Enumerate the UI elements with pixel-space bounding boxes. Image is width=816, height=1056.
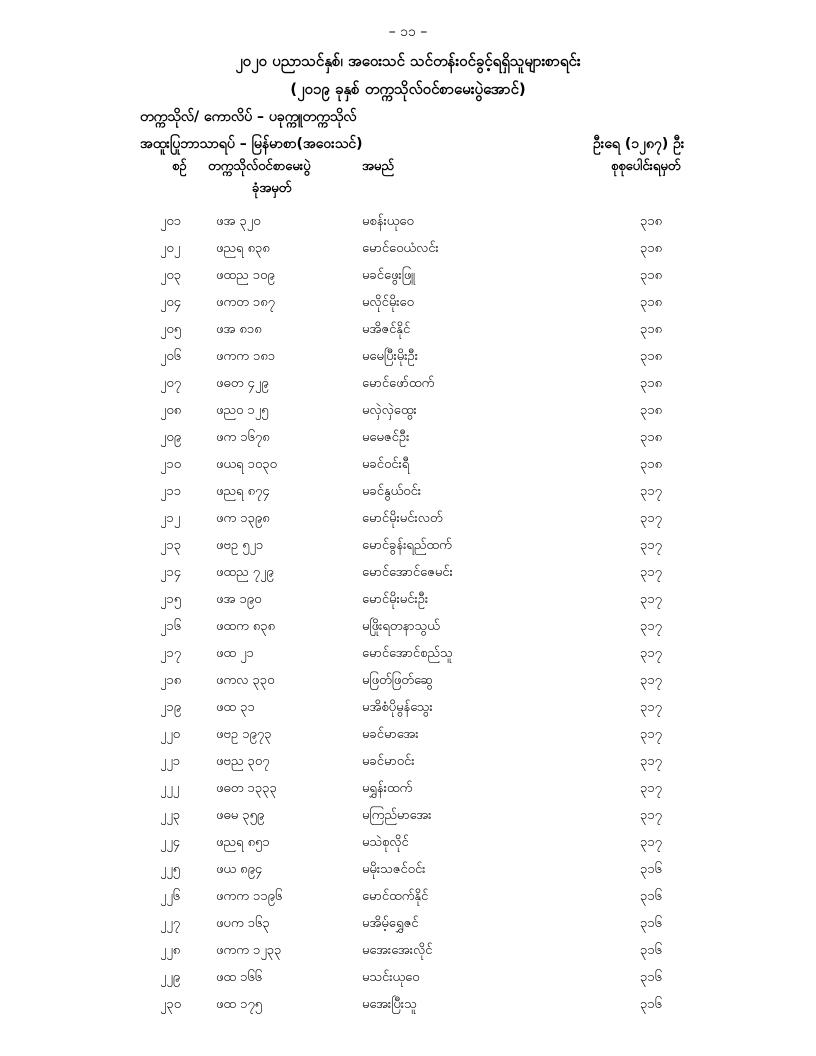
serial-no-cell: ၂၁၉: [160, 700, 182, 715]
name-cell: မခင်ဝင်းရီ: [362, 457, 410, 472]
roll-number-cell: ဖညရ ၈၇၄: [216, 484, 270, 499]
roll-number-cell: ဖဓမ ၃၅၉: [216, 808, 265, 823]
serial-no-cell: ၂၂၁: [160, 754, 181, 769]
total-marks-cell: ၃၁၈: [640, 268, 663, 283]
serial-no-cell: ၂၀၁: [160, 214, 182, 229]
name-cell: မောင်ထက်နိုင်: [362, 889, 429, 904]
serial-no-cell: ၂၁၆: [160, 619, 182, 634]
serial-no-cell: ၂၂၈: [160, 943, 181, 958]
serial-no-cell: ၂၀၃: [160, 268, 182, 283]
table-row: [0, 996, 816, 1023]
table-row: [0, 618, 816, 645]
table-row: [0, 510, 816, 537]
name-cell: မအိမ့်ရွှေဇင်: [362, 916, 419, 931]
serial-no-cell: ၂၃၀: [160, 997, 182, 1012]
serial-no-cell: ၂၀၆: [160, 349, 182, 364]
roll-number-cell: ဖအ ၁၉၀: [216, 592, 262, 607]
table-row: [0, 294, 816, 321]
roll-number-cell: ဖက ၁၃၉၈: [216, 511, 270, 526]
serial-no-cell: ၂၁၅: [160, 592, 182, 607]
table-row: [0, 861, 816, 888]
total-marks-cell: ၃၁၆: [640, 970, 662, 985]
student-list: [0, 213, 816, 1023]
name-cell: မလိုင်မိုးဝေ: [362, 295, 414, 310]
table-row: [0, 591, 816, 618]
roll-number-cell: ဖအ ၃၂၀: [216, 214, 261, 229]
serial-no-cell: ၂၀၅: [160, 322, 182, 337]
roll-number-cell: ဖကလ ၃၃၀: [216, 673, 275, 688]
total-marks-cell: ၃၁၇: [640, 565, 662, 580]
major-subject-line: အထူးပြုဘာသာရပ် – မြန်မာစာ(အဝေးသင်): [140, 136, 363, 152]
total-marks-cell: ၃၁၈: [640, 241, 663, 256]
roll-number-cell: ဖထ ၁၇၅: [216, 997, 263, 1012]
roll-number-cell: ဖက ၁၆၇၈: [216, 430, 270, 445]
total-marks-cell: ၃၁၇: [640, 538, 662, 553]
table-row: [0, 321, 816, 348]
name-cell: မခင်မာဝင်း: [362, 754, 415, 769]
total-marks-cell: ၃၁၆: [640, 916, 662, 931]
roll-number-cell: ဖဗဥ ၁၉၇၃: [216, 727, 272, 742]
name-cell: မသင်းယုဝေ: [362, 970, 420, 985]
total-marks-cell: ၃၁၇: [640, 484, 662, 499]
total-marks-cell: ၃၁၈: [640, 322, 663, 337]
total-marks-cell: ၃၁၇: [640, 754, 662, 769]
roll-number-cell: ဖညရ ၈၅၁: [216, 835, 270, 850]
table-row: [0, 915, 816, 942]
roll-number-cell: ဖထ ၃၁: [216, 700, 255, 715]
name-cell: မအိစံပိုမွန်သွေး: [362, 700, 433, 715]
serial-no-cell: ၂၂၀: [160, 727, 181, 742]
name-cell: မောင်ဝေယံလင်း: [362, 241, 439, 256]
total-marks-cell: ၃၁၆: [640, 943, 662, 958]
table-row: [0, 942, 816, 969]
total-marks-cell: ၃၁၇: [640, 592, 662, 607]
roll-number-cell: ဖယရ ၁၀၃၀: [216, 457, 277, 472]
header-serial-no: စဉ်: [172, 159, 187, 174]
total-marks-cell: ၃၁၈: [640, 349, 663, 364]
table-row: [0, 699, 816, 726]
name-cell: မခင်ဖွေးဖြူ: [362, 268, 416, 283]
total-marks-cell: ၃၁၈: [640, 430, 663, 445]
table-row: [0, 726, 816, 753]
total-marks-cell: ၃၁၈: [640, 295, 663, 310]
name-cell: မမေပြီးမိုးဦး: [362, 349, 419, 364]
total-marks-cell: ၃၁၆: [640, 889, 662, 904]
header-roll-number: တက္ကသိုလ်ဝင်စာမေးပွဲ: [208, 159, 311, 174]
table-row: [0, 807, 816, 834]
total-marks-cell: ၃၁၇: [640, 646, 662, 661]
roll-number-cell: ဖဓတ ၄၂၉: [216, 376, 269, 391]
document-title: ၂၀၂၀ ပညာသင်နှစ်၊ အဝေးသင် သင်တန်းဝင်ခွင့်ရရှိသူများစာရင်း: [235, 52, 581, 70]
name-cell: မရွှန်းထက်: [362, 781, 413, 796]
serial-no-cell: ၂၁၈: [160, 673, 182, 688]
roll-number-cell: ဖကက ၁၁၉၆: [216, 889, 283, 904]
name-cell: မောင်မိုးမင်းလတ်: [362, 511, 443, 526]
table-row: [0, 267, 816, 294]
total-marks-cell: ၃၁၇: [640, 727, 662, 742]
table-row: [0, 375, 816, 402]
serial-no-cell: ၂၂၉: [160, 970, 181, 985]
name-cell: မစန်းယုဝေ: [362, 214, 414, 229]
roll-number-cell: ဖညရ ၈၃၈: [216, 241, 270, 256]
serial-no-cell: ၂၁၂: [160, 511, 181, 526]
table-row: [0, 483, 816, 510]
table-row: [0, 348, 816, 375]
serial-no-cell: ၂၂၇: [160, 916, 181, 931]
serial-no-cell: ၂၁၄: [160, 565, 182, 580]
table-row: [0, 537, 816, 564]
university-line: တက္ကသိုလ်/ ကောလိပ် – ပခုက္ကူတက္ကသိုလ်: [140, 109, 357, 125]
roll-number-cell: ဖထက ၈၃၈: [216, 619, 276, 634]
name-cell: မောင်အောင်ဇေမင်း: [362, 565, 453, 580]
table-row: [0, 213, 816, 240]
total-marks-cell: ၃၁၇: [640, 511, 662, 526]
roll-number-cell: ဖယ ၈၉၄: [216, 862, 263, 877]
table-row: [0, 564, 816, 591]
student-count: ဦးရေ (၁၂၈၇) ဦး: [593, 136, 685, 152]
table-row: [0, 402, 816, 429]
name-cell: မောင်ခွန်းရည်ထက်: [362, 538, 452, 553]
total-marks-cell: ၃၁၈: [640, 376, 663, 391]
serial-no-cell: ၂၂၄: [160, 835, 181, 850]
name-cell: မကြည်မာအေး: [362, 808, 432, 823]
roll-number-cell: ဖဗဥ ၅၂၁: [216, 538, 264, 553]
total-marks-cell: ၃၁၇: [640, 673, 662, 688]
serial-no-cell: ၂၂၂: [160, 781, 180, 796]
table-row: [0, 672, 816, 699]
header-total-marks: စုစုပေါင်းရမှတ်: [611, 159, 681, 174]
table-row: [0, 240, 816, 267]
document-subtitle: (၂၀၁၉ ခုနှစ် တက္ကသိုလ်ဝင်စာမေးပွဲအောင်): [290, 80, 526, 98]
serial-no-cell: ၂၀၇: [160, 376, 182, 391]
total-marks-cell: ၃၁၆: [640, 997, 662, 1012]
total-marks-cell: ၃၁၇: [640, 835, 662, 850]
total-marks-cell: ၃၁၆: [640, 862, 662, 877]
roll-number-cell: ဖကက ၁၂၃၃: [216, 943, 282, 958]
name-cell: မမေဇင်ဦး: [362, 430, 410, 445]
serial-no-cell: ၂၀၉: [160, 430, 182, 445]
total-marks-cell: ၃၁၈: [640, 214, 663, 229]
table-row: [0, 456, 816, 483]
name-cell: မလှဲလှဲထွေး: [362, 403, 417, 418]
total-marks-cell: ၃၁၈: [640, 457, 663, 472]
table-row: [0, 429, 816, 456]
name-cell: မဖြတ်ဖြတ်ဆွေ: [362, 673, 434, 688]
name-cell: မောင်မိုးမင်းဦး: [362, 592, 429, 607]
name-cell: မမိုးသဇင်ဝင်း: [362, 862, 426, 877]
table-row: [0, 780, 816, 807]
roll-number-cell: ဖဓတ ၁၃၃၃: [216, 781, 277, 796]
roll-number-cell: ဖထည ၇၂၉: [216, 565, 274, 580]
header-name: အမည်: [362, 159, 394, 174]
serial-no-cell: ၂၂၅: [160, 862, 181, 877]
name-cell: မခင်မာအေး: [362, 727, 419, 742]
serial-no-cell: ၂၀၂: [160, 241, 181, 256]
total-marks-cell: ၃၁၇: [640, 808, 662, 823]
total-marks-cell: ၃၁၇: [640, 781, 662, 796]
roll-number-cell: ဖအ ၈၁၈: [216, 322, 262, 337]
total-marks-cell: ၃၁၇: [640, 700, 662, 715]
name-cell: မအေးအေးလိုင်: [362, 943, 433, 958]
table-row: [0, 888, 816, 915]
roll-number-cell: ဖထ ၁၆၆: [216, 970, 263, 985]
serial-no-cell: ၂၁၀: [160, 457, 182, 472]
table-row: [0, 753, 816, 780]
serial-no-cell: ၂၁၁: [160, 484, 182, 499]
roll-number-cell: ဖညဝ ၁၂၅: [216, 403, 269, 418]
roll-number-cell: ဖကတ ၁၈၇: [216, 295, 275, 310]
roll-number-cell: ဖပက ၁၆၃: [216, 916, 270, 931]
roll-number-cell: ဖဗည ၃၀၇: [216, 754, 270, 769]
name-cell: မဖြိုးရတနာသွယ်: [362, 619, 440, 634]
serial-no-cell: ၂၀၈: [160, 403, 182, 418]
roll-number-cell: ဖထည ၁၀၉: [216, 268, 275, 283]
serial-no-cell: ၂၁၇: [160, 646, 182, 661]
table-row: [0, 645, 816, 672]
name-cell: မအေးပြီးသူ: [362, 997, 417, 1012]
name-cell: မောင်ဖော်ထက်: [362, 376, 435, 391]
total-marks-cell: ၃၁၇: [640, 619, 662, 634]
serial-no-cell: ၂၀၄: [160, 295, 182, 310]
roll-number-cell: ဖထ ၂၁: [216, 646, 254, 661]
total-marks-cell: ၃၁၈: [640, 403, 663, 418]
table-row: [0, 969, 816, 996]
serial-no-cell: ၂၂၆: [160, 889, 181, 904]
name-cell: မောင်အောင်စည်သူ: [362, 646, 453, 661]
table-row: [0, 834, 816, 861]
serial-no-cell: ၂၂၃: [160, 808, 181, 823]
page-number: – ၁၁ –: [388, 24, 428, 40]
header-roll-number-line-2: ခုံအမှတ်: [252, 181, 292, 196]
name-cell: မခင်နွယ်ဝင်း: [362, 484, 422, 499]
name-cell: မအိဇင်နိုင်: [362, 322, 411, 337]
serial-no-cell: ၂၁၃: [160, 538, 182, 553]
roll-number-cell: ဖကက ၁၈၁: [216, 349, 276, 364]
name-cell: မသဲစုလိုင်: [362, 835, 409, 850]
